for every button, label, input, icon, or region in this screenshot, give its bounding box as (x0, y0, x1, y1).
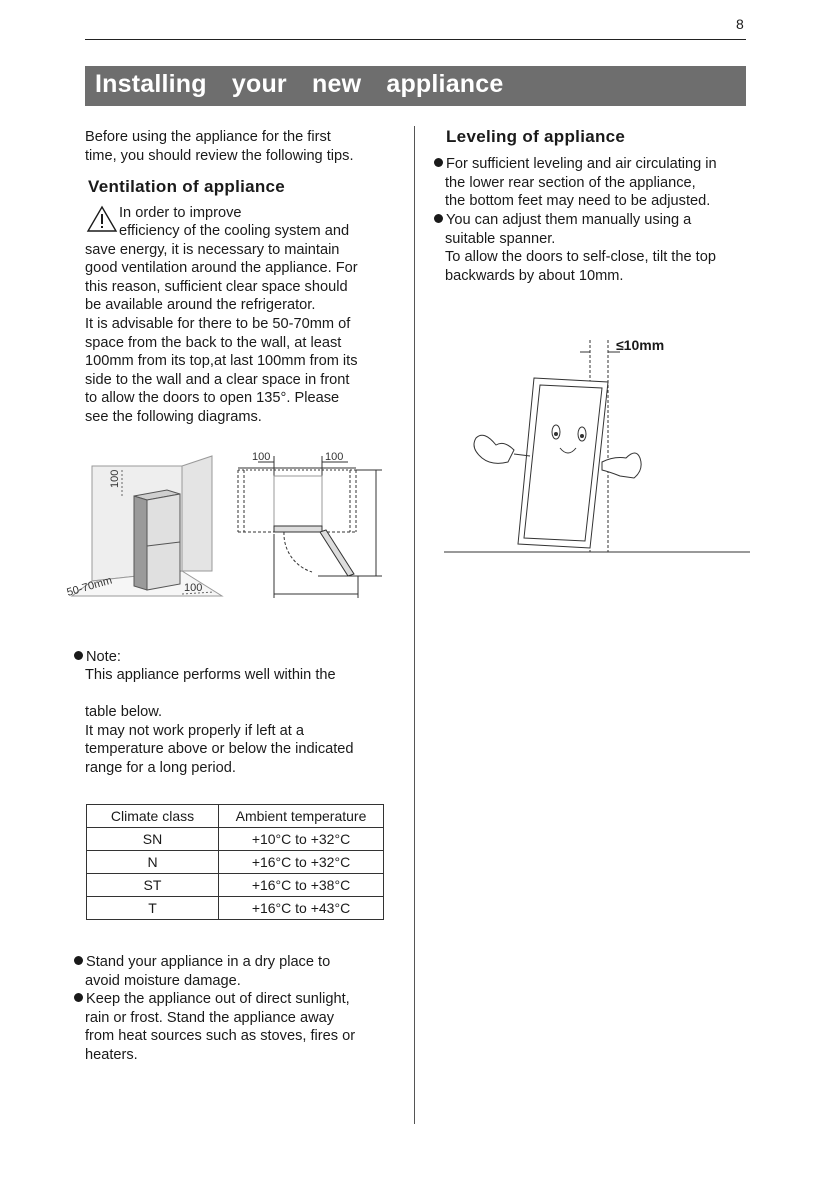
bullet-dry-place: Stand your appliance in a dry place to avoid moisture damage. (74, 953, 330, 990)
intro-paragraph: Before using the appliance for the first time, you should review the following tips. (85, 129, 354, 164)
table-cell: +16°C to +43°C (219, 897, 384, 920)
page-title: Installing your new appliance (95, 70, 504, 98)
table-cell: +16°C to +38°C (219, 874, 384, 897)
bullet-icon (434, 158, 443, 167)
note-label: Note: (74, 648, 121, 667)
table-row (87, 851, 384, 874)
bullet-icon (434, 214, 443, 223)
ventilation-diagram (62, 446, 392, 606)
column-divider (414, 126, 415, 1124)
top-clearance-label: 100 (109, 469, 121, 488)
leveling-diagram (444, 330, 750, 556)
table-row (87, 874, 384, 897)
table-cell: ST (87, 874, 219, 897)
table-header-cell: Climate class (87, 805, 219, 828)
table-cell: N (87, 851, 219, 874)
leveling-bullet-2: You can adjust them manually using a suitable spanner. To allow the doors to self-close, tilt the top backwards by about 10mm. (434, 211, 716, 285)
bullet-sunlight: Keep the appliance out of direct sunlight, rain or frost. Stand the appliance away from heat sources such as stoves, fires or heaters. (74, 990, 355, 1064)
tilt-label: ≤10mm (616, 337, 665, 353)
table-header-row (87, 805, 384, 828)
page-number: 8 (736, 16, 744, 32)
side-clearance-label: 100 (184, 582, 203, 594)
table-header-cell: Ambient temperature (219, 805, 384, 828)
leveling-heading: Leveling of appliance (446, 127, 626, 146)
leveling-bullet-1: For sufficient leveling and air circulating in the lower rear section of the appliance, the bottom feet may need to be adjusted. (434, 155, 717, 211)
table-cell: T (87, 897, 219, 920)
table-row (87, 897, 384, 920)
back-clearance-label: 50-70mm (65, 574, 114, 599)
note-paragraph: table below. It may not work properly if left at a temperature above or below the indicated range for a long period. (85, 704, 354, 776)
plan-right-label: 100 (325, 451, 344, 463)
table-cell: +16°C to +32°C (219, 851, 384, 874)
table-row (87, 828, 384, 851)
bullet-icon (74, 956, 83, 965)
table-cell: +10°C to +32°C (219, 828, 384, 851)
ventilation-heading: Ventilation of appliance (88, 177, 286, 196)
section-banner (85, 66, 746, 106)
header-rule (85, 39, 746, 40)
climate-table (86, 804, 384, 920)
table-cell: SN (87, 828, 219, 851)
plan-left-label: 100 (252, 451, 271, 463)
note-text-first: This appliance performs well within the (85, 667, 336, 683)
bullet-icon (74, 993, 83, 1002)
ventilation-paragraph: efficiency of the cooling system and save energy, it is necessary to maintain good ventilation around the appliance. For this reason, sufficient clear space should be available around the refrigerator. It is advisable for there to be 50-70mm of space from the back to the wall, at least 100mm from its top,at last 100mm from its side to the wall and a clear space in front to allow the doors to open 135°. Please see the following diagrams. (85, 223, 358, 425)
bullet-icon (74, 651, 83, 660)
ventilation-text-first: In order to improve (119, 205, 242, 221)
